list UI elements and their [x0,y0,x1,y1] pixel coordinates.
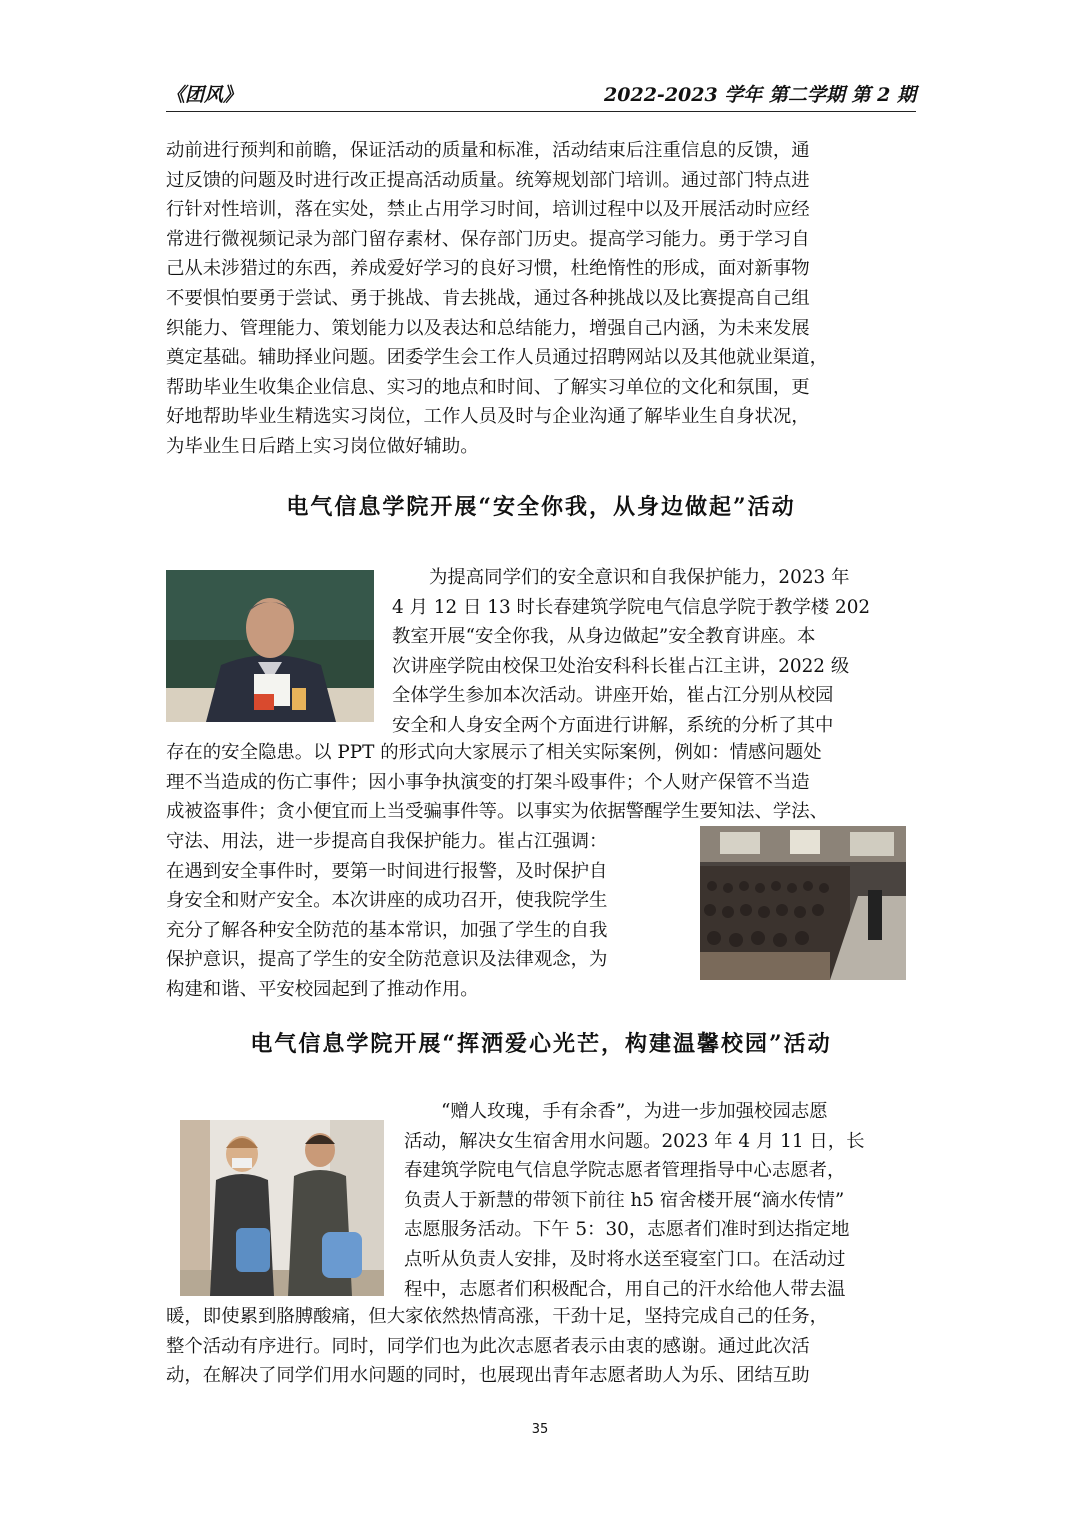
continued-paragraph [166,136,916,462]
text-line: 次讲座学院由校保卫处治安科科长崔占江主讲，2022 级 [392,655,850,677]
article2-title: 电气信息学院开展“挥洒爱心光芒，构建温馨校园”活动 [250,1031,832,1057]
text-line: “赠人玫瑰，手有余香”，为进一步加强校园志愿 [441,1101,828,1122]
text-line: 充分了解各种安全防范的基本常识，加强了学生的自我 [166,919,608,941]
page-number: 35 [531,1422,549,1437]
text-line: 春建筑学院电气信息学院志愿者管理指导中心志愿者， [404,1160,846,1182]
volunteers-photo [180,1120,384,1296]
text-line: 保护意识，提高了学生的安全防范意识及法律观念，为 [166,949,608,971]
text-line: 在遇到安全事件时，要第一时间进行报警，及时保护自 [166,860,608,882]
text-line: 常进行微视频记录为部门留存素材、保存部门历史。提高学习能力。勇于学习自 [166,228,810,250]
article2-intro [404,1097,916,1304]
text-line: 动前进行预判和前瞻，保证活动的质量和标准，活动结束后注重信息的反馈，通 [166,140,810,161]
text-line: 为毕业生日后踏上实习岗位做好辅助。 [166,435,479,457]
article1-title: 电气信息学院开展“安全你我，从身边做起”活动 [286,494,796,520]
page-header [166,78,916,112]
text-line: 理不当造成的伤亡事件；因小事争执演变的打架斗殴事件；个人财产保管不当造 [166,771,810,793]
lecturer-photo [166,570,374,722]
article1-conclusion [166,827,686,1005]
text-line: 奠定基础。辅助择业问题。团委学生会工作人员通过招聘网站以及其他就业渠道， [166,347,829,369]
text-line: 负责人于新慧的带领下前往 h5 宿舍楼开展“滴水传情” [404,1189,845,1211]
article2-body [166,1302,916,1391]
text-line: 守法、用法，进一步提高自我保护能力。崔占江强调： [166,831,608,852]
text-line: 织能力、管理能力、策划能力以及表达和总结能力，增强自己内涵，为未来发展 [166,317,810,339]
text-line: 存在的安全隐患。以 PPT 的形式向大家展示了相关实际案例，例如：情感问题处 [166,742,822,763]
text-line: 过反馈的问题及时进行改正提高活动质量。统筹规划部门培训。通过部门特点进 [166,169,810,191]
text-line: 构建和谐、平安校园起到了推动作用。 [166,978,479,1000]
text-line: 动，在解决了同学们用水问题的同时，也展现出青年志愿者助人为乐、团结互助 [166,1365,810,1387]
text-line: 全体学生参加本次活动。讲座开始，崔占江分别从校园 [392,685,834,707]
text-line: 为提高同学们的安全意识和自我保护能力，2023 年 [429,567,850,588]
text-line: 活动，解决女生宿舍用水问题。2023 年 4 月 11 日，长 [404,1130,865,1152]
text-line: 身安全和财产安全。本次讲座的成功召开，使我院学生 [166,890,608,912]
issue-info: 2022-2023 学年 第二学期 第 2 期 [604,84,916,106]
text-line: 行针对性培训，落在实处，禁止占用学习时间，培训过程中以及开展活动时应经 [166,199,810,221]
text-line: 安全和人身安全两个方面进行讲解，系统的分析了其中 [392,714,834,736]
text-line: 好地帮助毕业生精选实习岗位，工作人员及时与企业沟通了解毕业生自身状况， [166,406,810,428]
journal-name: 《团风》 [166,84,243,106]
audience-photo [700,826,906,980]
text-line: 程中，志愿者们积极配合，用自己的汗水给他人带去温 [404,1278,846,1300]
text-line: 帮助毕业生收集企业信息、实习的地点和时间、了解实习单位的文化和氛围，更 [166,376,810,398]
text-line: 教室开展“安全你我，从身边做起”安全教育讲座。本 [392,626,816,648]
text-line: 点听从负责人安排，及时将水送至寝室门口。在活动过 [404,1248,846,1270]
text-line: 暖，即使累到胳膊酸痛，但大家依然热情高涨，干劲十足，坚持完成自己的任务， [166,1306,829,1327]
article1-body [166,738,916,827]
article1-intro [392,563,916,741]
text-line: 4 月 12 日 13 时长春建筑学院电气信息学院于教学楼 202 [392,596,871,618]
text-line: 己从未涉猎过的东西，养成爱好学习的良好习惯，杜绝惰性的形成，面对新事物 [166,258,810,280]
text-line: 不要惧怕要勇于尝试、勇于挑战、肯去挑战，通过各种挑战以及比赛提高自己组 [166,287,810,309]
text-line: 成被盗事件；贪小便宜而上当受骗事件等。以事实为依据警醒学生要知法、学法、 [166,801,829,823]
text-line: 整个活动有序进行。同时，同学们也为此次志愿者表示由衷的感谢。通过此次活 [166,1335,810,1357]
text-line: 志愿服务活动。下午 5：30，志愿者们准时到达指定地 [404,1219,850,1241]
